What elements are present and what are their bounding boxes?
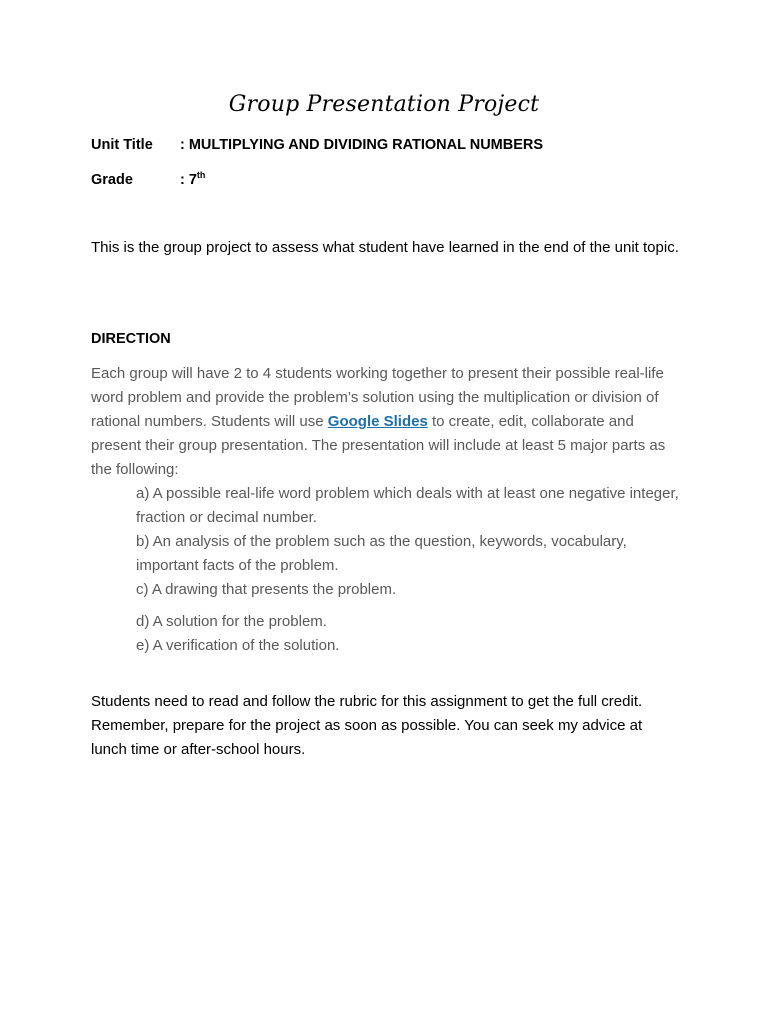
list-item: a) A possible real-life word problem which deals with at least one negative integer, fraction or decimal number. <box>136 485 679 526</box>
list-item: e) A verification of the solution. <box>136 637 340 654</box>
page-title: Group Presentation Project <box>228 92 540 117</box>
direction-paragraph <box>91 362 681 482</box>
grade-row <box>91 172 205 188</box>
unit-title-value: : MULTIPLYING AND DIVIDING RATIONAL NUMBERS <box>180 137 544 153</box>
list-item: d) A solution for the problem. <box>136 613 327 630</box>
grade-label: Grade <box>91 172 133 188</box>
unit-title-label: Unit Title <box>91 137 153 153</box>
direction-heading: DIRECTION <box>91 331 171 347</box>
grade-suffix: th <box>196 170 206 181</box>
parts-list <box>136 482 686 602</box>
google-slides-link[interactable]: Google Slides <box>327 413 428 430</box>
grade-value <box>180 172 205 188</box>
direction-text-before-link: Each group will have 2 to 4 students working together to present their possible real-life word problem and provide the problem’s solution using the multiplication or division of rational numbers. Students will use <box>91 365 664 430</box>
closing-paragraph: Students need to read and follow the rubric for this assignment to get the full credit. Remember, prepare for the project as soon as possible. You can seek my advice at lunch time or after-school hours. <box>91 693 643 758</box>
unit-title-row <box>91 137 543 153</box>
list-item: c) A drawing that presents the problem. <box>136 581 397 598</box>
grade-number: : 7 <box>180 172 197 188</box>
list-item: b) An analysis of the problem such as the question, keywords, vocabulary, important facts of the problem. <box>136 533 627 574</box>
intro-paragraph: This is the group project to assess what student have learned in the end of the unit topic. <box>91 239 679 256</box>
parts-list-continued <box>136 610 686 658</box>
direction-text-after-link: to create, edit, collaborate and present their group presentation. The presentation will include at least 5 major parts as the following: <box>91 413 666 478</box>
